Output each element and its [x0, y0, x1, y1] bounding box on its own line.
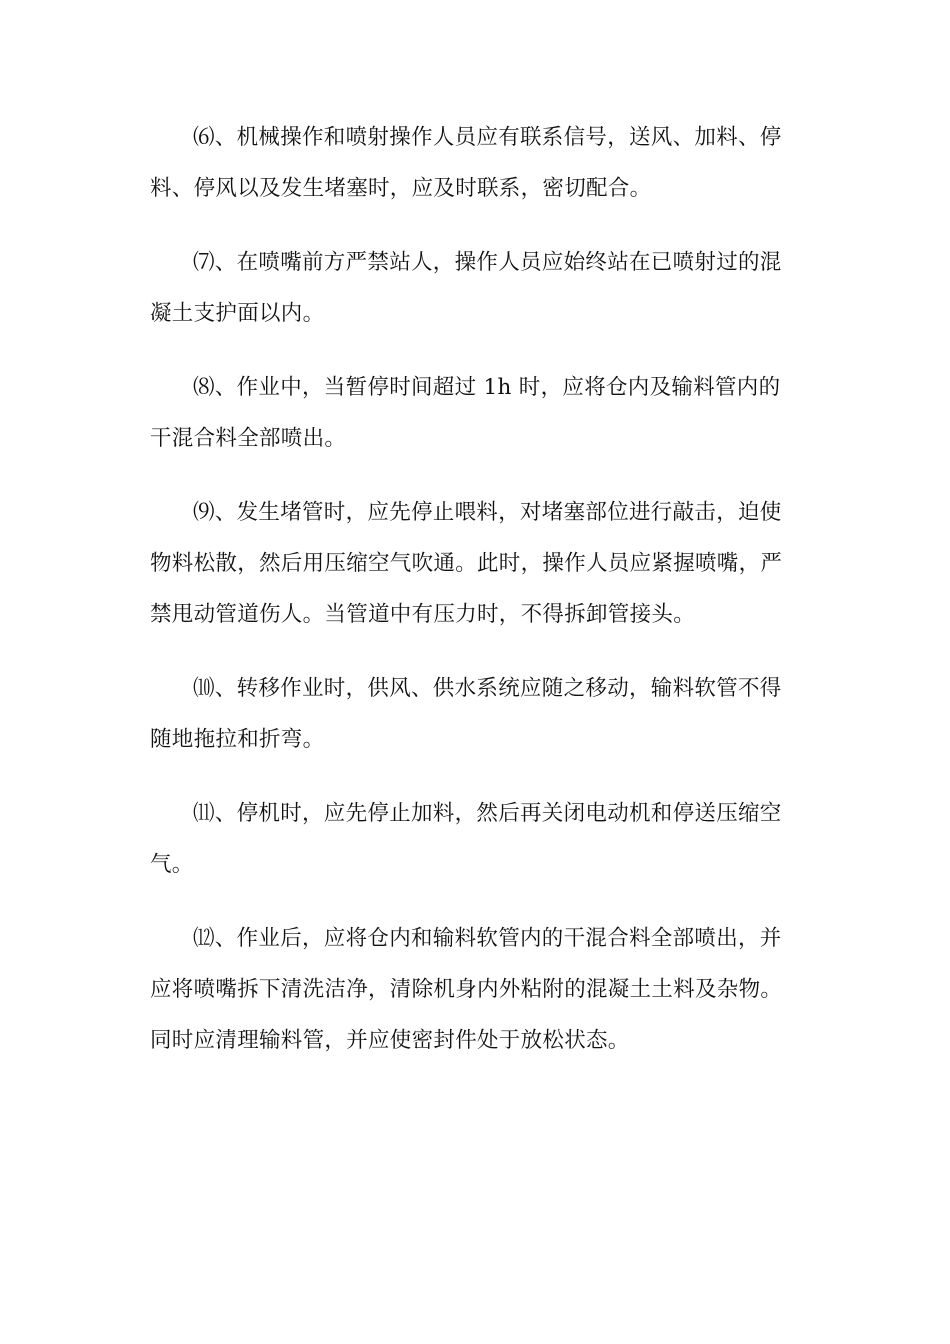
paragraph-item-6	[150, 112, 800, 214]
paragraph-item-9	[150, 487, 800, 640]
text-line: ⑹、机械操作和喷射操作人员应有联系信号，送风、加料、停	[193, 125, 782, 150]
text-line: 物料松散，然后用压缩空气吹通。此时，操作人员应紧握喷嘴，严	[150, 551, 783, 576]
text-line: ⑼、发生堵管时，应先停止喂料，对堵塞部位进行敲击，迫使	[193, 500, 782, 525]
paragraph-item-12	[150, 913, 800, 1066]
text-line: 气。	[150, 852, 194, 877]
text-line: 同时应清理输料管，并应使密封件处于放松状态。	[150, 1028, 630, 1053]
text-line: 干混合料全部喷出。	[150, 426, 347, 451]
paragraph-item-10	[150, 663, 800, 765]
text-line: 禁甩动管道伤人。当管道中有压力时，不得拆卸管接头。	[150, 602, 696, 627]
paragraph-item-7	[150, 237, 800, 339]
text-line: 随地拖拉和折弯。	[150, 727, 325, 752]
text-line: 料、停风以及发生堵塞时，应及时联系，密切配合。	[150, 176, 652, 201]
text-line: 凝土支护面以内。	[150, 301, 325, 326]
text-line: ⑾、停机时，应先停止加料，然后再关闭电动机和停送压缩空	[193, 801, 782, 826]
text-line: ⑿、作业后，应将仓内和输料软管内的干混合料全部喷出，并	[193, 926, 782, 951]
paragraph-item-11	[150, 788, 800, 890]
text-line: ⑺、在喷嘴前方严禁站人，操作人员应始终站在已喷射过的混	[193, 250, 782, 275]
document-body	[150, 112, 800, 1089]
paragraph-item-8	[150, 362, 800, 464]
text-line: 应将喷嘴拆下清洗洁净，清除机身内外粘附的混凝土土料及杂物。	[150, 977, 783, 1002]
text-line: ⑽、转移作业时，供风、供水系统应随之移动，输料软管不得	[193, 676, 782, 701]
text-line: ⑻、作业中，当暂停时间超过 1h 时，应将仓内及输料管内的	[193, 375, 781, 400]
